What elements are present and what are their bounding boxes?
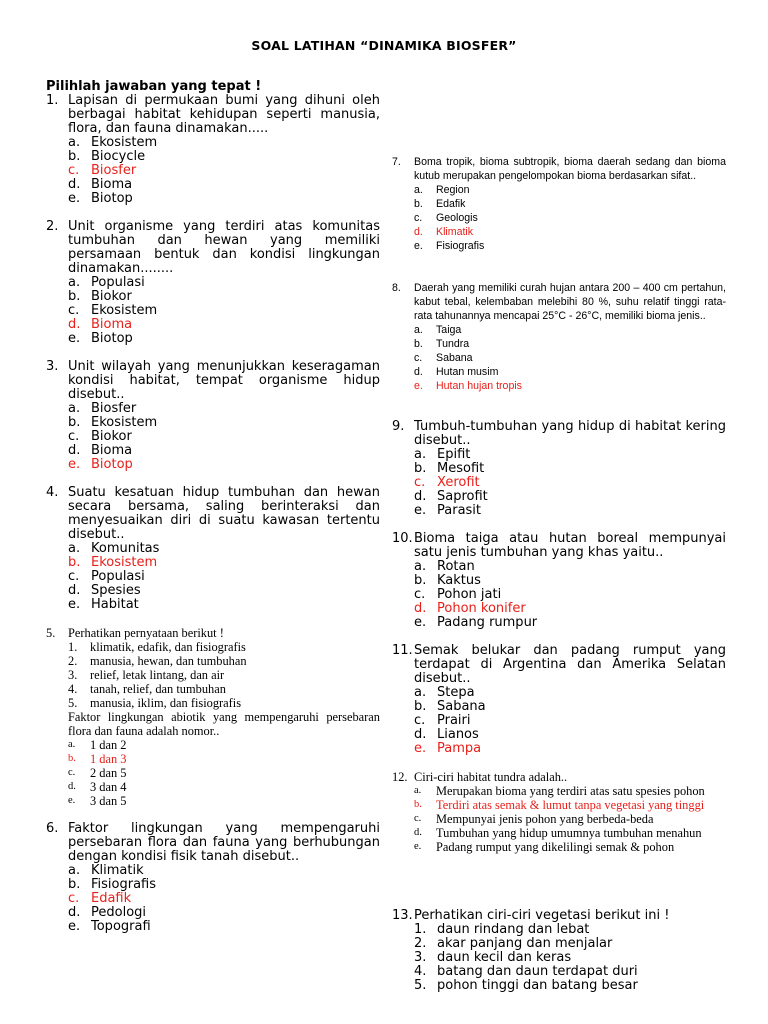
statement: 3. relief, letak lintang, dan air	[68, 668, 225, 682]
option-e[interactable]: e. Biotop	[68, 191, 133, 206]
option-d[interactable]: d. Bioma	[68, 177, 133, 192]
question-7: 7. Boma tropik, bioma subtropik, bioma daerah sedang dan bioma kutub merupakan pengelompokan bioma berdasarkan sifat.. a. Region b. Edafik c. Geologis d. Klimatik e. Fisiografis	[392, 156, 726, 252]
option-a[interactable]: a. Stepa	[414, 685, 475, 700]
option-b[interactable]: b. Edafik	[414, 198, 466, 210]
option-c-answer[interactable]: c. Biosfer	[68, 163, 137, 178]
question-text: Tumbuh-tumbuhan yang hidup di habitat kering disebut..	[414, 419, 726, 448]
option-e[interactable]: e. 3 dan 5	[68, 794, 127, 808]
question-4: 4. Suatu kesatuan hidup tumbuhan dan hewan secara bersama, saling berinteraksi dan menyesuaikan diri di suatu kawasan tertentu disebut.. a. Komunitas b. Ekosistem c. Populasi d. Spesies e. Habitat	[46, 485, 380, 612]
statement: 4. tanah, relief, dan tumbuhan	[68, 682, 226, 696]
statement: 2. manusia, hewan, dan tumbuhan	[68, 654, 247, 668]
option-a[interactable]: a. 1 dan 2	[68, 738, 127, 752]
option-e[interactable]: e. Fisiografis	[414, 240, 485, 252]
statement: 5. pohon tinggi dan batang besar	[414, 978, 638, 993]
question-2: 2. Unit organisme yang terdiri atas komunitas tumbuhan dan hewan yang memiliki persamaan bentuk dan kondisi lingkungan dinamakan........ a. Populasi b. Biokor c. Ekosistem d. Bioma e. Biotop	[46, 219, 380, 346]
option-b[interactable]: b. Kaktus	[414, 573, 481, 588]
option-d-answer[interactable]: d. Bioma	[68, 317, 133, 332]
option-d[interactable]: d. 3 dan 4	[68, 780, 127, 794]
question-sub-text: Faktor lingkungan abiotik yang mempengaruhi persebaran flora dan fauna adalah nomor..	[68, 710, 380, 738]
option-b-answer[interactable]: b. Terdiri atas semak & lumut tanpa vegetasi yang tinggi	[414, 798, 705, 812]
option-c[interactable]: c. 2 dan 5	[68, 766, 127, 780]
option-e-answer[interactable]: e. Pampa	[414, 741, 482, 756]
question-13: 13. Perhatikan ciri-ciri vegetasi berikut ini ! 1. daun rindang dan lebat 2. akar panjang dan menjalar 3. daun kecil dan keras 4. batang dan daun terdapat duri 5. pohon tinggi dan batang besar	[392, 909, 726, 993]
option-a[interactable]: a. Rotan	[414, 559, 475, 574]
question-9: 9. Tumbuh-tumbuhan yang hidup di habitat kering disebut.. a. Epifit b. Mesofit c. Xerofit d. Saprofit e. Parasit	[392, 419, 726, 518]
option-d[interactable]: d. Tumbuhan yang hidup umumnya tumbuhan menahun	[414, 826, 702, 840]
option-e[interactable]: e. Padang rumpur	[414, 615, 538, 630]
option-d[interactable]: d. Lianos	[414, 727, 479, 742]
option-c[interactable]: c. Pohon jati	[414, 587, 502, 602]
option-a[interactable]: a. Region	[414, 184, 470, 196]
option-e[interactable]: e. Biotop	[68, 331, 133, 346]
option-a[interactable]: a. Klimatik	[68, 863, 144, 878]
option-b-answer[interactable]: b. Ekosistem	[68, 555, 158, 570]
option-e-answer[interactable]: e. Hutan hujan tropis	[414, 380, 522, 392]
statement: 1. daun rindang dan lebat	[414, 922, 590, 937]
option-c-answer[interactable]: c. Edafik	[68, 891, 132, 906]
option-a[interactable]: a. Populasi	[68, 275, 145, 290]
option-d-answer[interactable]: d. Klimatik	[414, 226, 474, 238]
option-a[interactable]: a. Taiga	[414, 324, 462, 336]
option-d-answer[interactable]: d. Pohon konifer	[414, 601, 526, 616]
option-d[interactable]: d. Hutan musim	[414, 366, 499, 378]
question-text: Perhatikan pernyataan berikut !	[68, 626, 224, 640]
question-text: Suatu kesatuan hidup tumbuhan dan hewan secara bersama, saling berinteraksi dan menyesuaikan diri di suatu kawasan tertentu disebut..	[68, 485, 380, 542]
statement: 1. klimatik, edafik, dan fisiografis	[68, 640, 246, 654]
option-a[interactable]: a. Ekosistem	[68, 135, 158, 150]
statement: 5. manusia, iklim, dan fisiografis	[68, 696, 242, 710]
option-c[interactable]: c. Biokor	[68, 429, 132, 444]
option-b[interactable]: b. Ekosistem	[68, 415, 158, 430]
question-1: 1. Lapisan di permukaan bumi yang dihuni oleh berbagai habitat kehidupan seperti manusia, flora, dan fauna dinamakan..... a. Ekosistem b. Biocycle c. Biosfer d. Bioma e. Biotop	[46, 93, 380, 206]
option-b[interactable]: b. Mesofit	[414, 461, 485, 476]
option-c[interactable]: c. Ekosistem	[68, 303, 158, 318]
question-6: 6. Faktor lingkungan yang mempengaruhi persebaran flora dan fauna yang berhubungan dengan kondisi fisik tanah disebut.. a. Klimatik b. Fisiografis c. Edafik d. Pedologi e. Topografi	[46, 821, 380, 934]
option-d[interactable]: d. Saprofit	[414, 489, 488, 504]
question-text: Unit wilayah yang menunjukkan keseragaman kondisi habitat, tempat organisme hidup disebut..	[68, 359, 380, 402]
option-c[interactable]: c. Geologis	[414, 212, 478, 224]
option-c-answer[interactable]: c. Xerofit	[414, 475, 480, 490]
question-text: Boma tropik, bioma subtropik, bioma daerah sedang dan bioma kutub merupakan pengelompokan bioma berdasarkan sifat..	[414, 156, 726, 182]
question-5: 5. Perhatikan pernyataan berikut ! 1. klimatik, edafik, dan fisiografis 2. manusia, hewan, dan tumbuhan 3. relief, letak lintang, dan air 4. tanah, relief, dan tumbuhan 5. manusia, iklim, dan fisiografis Faktor lingkungan abiotik yang mempengaruhi persebaran flora dan fauna adalah nomor.. a. 1 dan 2 b. 1 dan 3 c. 2 dan 5 d. 3 dan 4 e. 3 dan 5	[46, 626, 380, 808]
question-11: 11. Semak belukar dan padang rumput yang terdapat di Argentina dan Amerika Selatan disebut.. a. Stepa b. Sabana c. Prairi d. Lianos e. Pampa	[392, 643, 726, 756]
question-8: 8. Daerah yang memiliki curah hujan antara 200 – 400 cm pertahun, kabut tebal, kelembaban melebihi 80 %, suhu relatif tinggi rata-rata tahunannya mencapai 25°C - 26°C, memiliki bioma jenis.. a. Taiga b. Tundra c. Sabana d. Hutan musim e. Hutan hujan tropis	[392, 282, 726, 392]
option-a[interactable]: a. Komunitas	[68, 541, 160, 556]
option-d[interactable]: d. Bioma	[68, 443, 133, 458]
option-c[interactable]: c. Mempunyai jenis pohon yang berbeda-beda	[414, 812, 654, 826]
option-a[interactable]: a. Biosfer	[68, 401, 137, 416]
option-e[interactable]: e. Topografi	[68, 919, 151, 934]
option-a[interactable]: a. Epifit	[414, 447, 471, 462]
option-b[interactable]: b. Biocycle	[68, 149, 146, 164]
question-text: Faktor lingkungan yang mempengaruhi persebaran flora dan fauna yang berhubungan dengan kondisi fisik tanah disebut..	[68, 821, 380, 864]
question-text: Unit organisme yang terdiri atas komunitas tumbuhan dan hewan yang memiliki persamaan bentuk dan kondisi lingkungan dinamakan........	[68, 219, 380, 276]
option-e[interactable]: e. Parasit	[414, 503, 482, 518]
option-d[interactable]: d. Spesies	[68, 583, 141, 598]
option-b[interactable]: b. Fisiografis	[68, 877, 157, 892]
option-b-answer[interactable]: b. 1 dan 3	[68, 752, 127, 766]
question-text: Perhatikan ciri-ciri vegetasi berikut ini !	[414, 908, 670, 923]
option-e[interactable]: e. Habitat	[68, 597, 139, 612]
instruction: Pilihlah jawaban yang tepat !	[46, 79, 262, 94]
option-c[interactable]: c. Populasi	[68, 569, 145, 584]
question-10: 10. Bioma taiga atau hutan boreal mempunyai satu jenis tumbuhan yang khas yaitu.. a. Rotan b. Kaktus c. Pohon jati d. Pohon konifer e. Padang rumpur	[392, 531, 726, 630]
question-text: Semak belukar dan padang rumput yang terdapat di Argentina dan Amerika Selatan disebut..	[414, 643, 726, 686]
question-text: Lapisan di permukaan bumi yang dihuni oleh berbagai habitat kehidupan seperti manusia, flora, dan fauna dinamakan.....	[68, 93, 380, 136]
option-b[interactable]: b. Sabana	[414, 699, 486, 714]
option-e-answer[interactable]: e. Biotop	[68, 457, 133, 472]
question-text: Ciri-ciri habitat tundra adalah..	[414, 770, 568, 784]
option-e[interactable]: e. Padang rumput yang dikelilingi semak & pohon	[414, 840, 675, 854]
statement: 4. batang dan daun terdapat duri	[414, 964, 638, 979]
question-text: Bioma taiga atau hutan boreal mempunyai satu jenis tumbuhan yang khas yaitu..	[414, 531, 726, 560]
question-12: 12. Ciri-ciri habitat tundra adalah.. a. Merupakan bioma yang terdiri atas satu spesies pohon b. Terdiri atas semak & lumut tanpa vegetasi yang tinggi c. Mempunyai jenis pohon yang berbeda-beda d. Tumbuhan yang hidup umumnya tumbuhan menahun e. Padang rumput yang dikelilingi semak & pohon	[392, 770, 726, 854]
option-b[interactable]: b. Tundra	[414, 338, 470, 350]
option-a[interactable]: a. Merupakan bioma yang terdiri atas satu spesies pohon	[414, 784, 705, 798]
question-text: Daerah yang memiliki curah hujan antara 200 – 400 cm pertahun, kabut tebal, kelembaban melebihi 80 %, suhu relatif tinggi rata-rata tahunannya mencapai 25°C - 26°C, memiliki bioma jenis..	[414, 282, 726, 322]
option-b[interactable]: b. Biokor	[68, 289, 132, 304]
statement: 2. akar panjang dan menjalar	[414, 936, 613, 951]
option-d[interactable]: d. Pedologi	[68, 905, 147, 920]
option-c[interactable]: c. Prairi	[414, 713, 471, 728]
question-3: 3. Unit wilayah yang menunjukkan keseragaman kondisi habitat, tempat organisme hidup disebut.. a. Biosfer b. Ekosistem c. Biokor d. Bioma e. Biotop	[46, 359, 380, 472]
option-c[interactable]: c. Sabana	[414, 352, 473, 364]
page-title: SOAL LATIHAN “DINAMIKA BIOSFER”	[251, 38, 517, 53]
statement: 3. daun kecil dan keras	[414, 950, 572, 965]
